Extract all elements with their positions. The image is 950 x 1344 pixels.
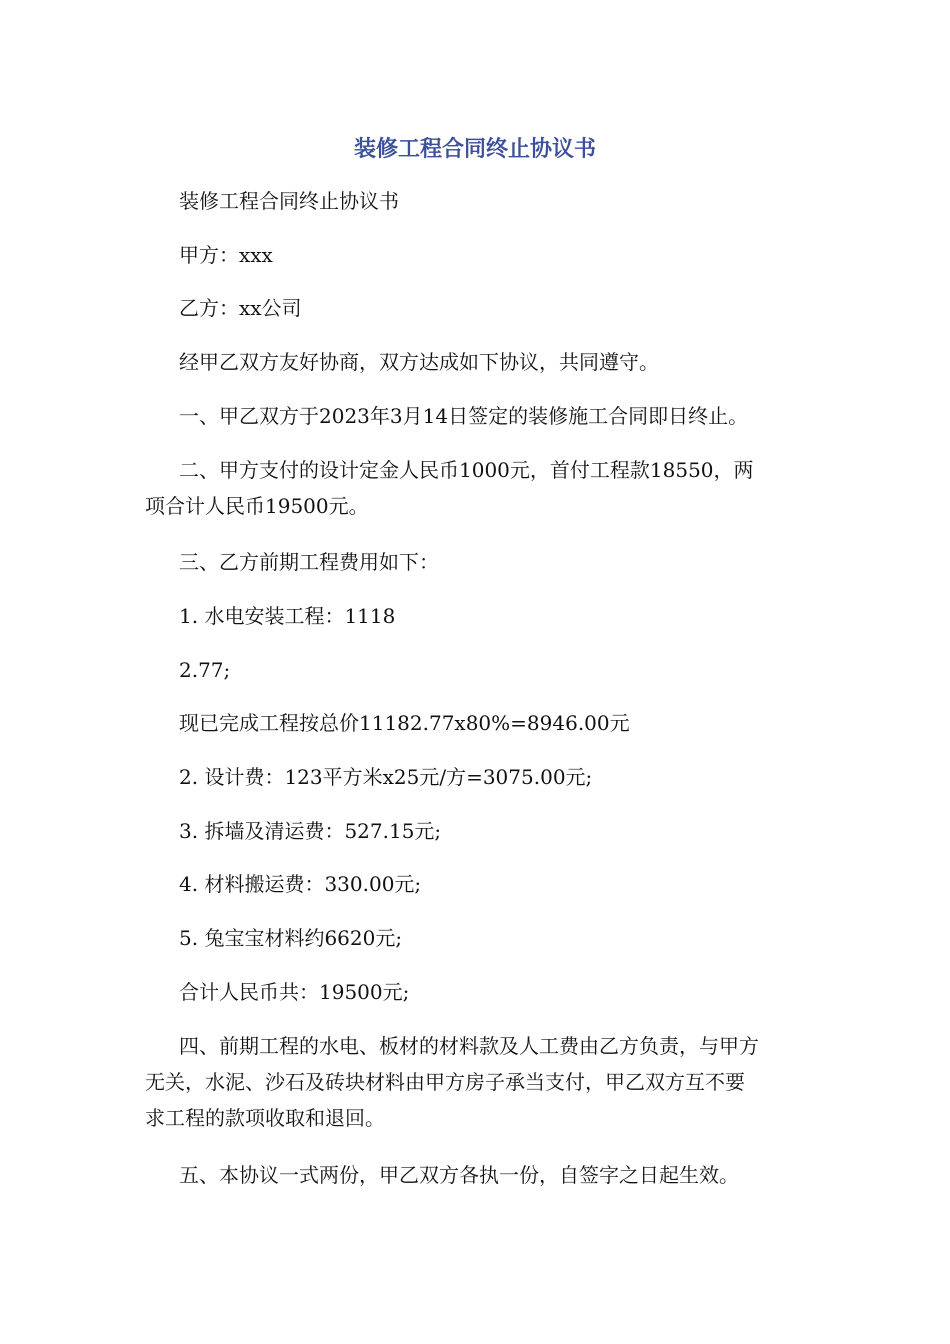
paragraph-line: 经甲乙双方友好协商，双方达成如下协议，共同遵守。: [179, 350, 659, 374]
document-title: 装修工程合同终止协议书: [353, 137, 596, 162]
paragraph: [145, 344, 815, 380]
paragraph: [145, 183, 815, 219]
paragraph: [145, 813, 815, 849]
paragraph-line: 四、前期工程的水电、板材的材料款及人工费由乙方负责，与甲方: [179, 1034, 759, 1058]
paragraph-line: 项合计人民币19500元。: [145, 494, 369, 518]
paragraph-line: 一、甲乙双方于2023年3月14日签定的装修施工合同即日终止。: [179, 404, 749, 428]
paragraph-line: 2. 设计费：123平方米x25元/方=3075.00元;: [179, 765, 593, 789]
paragraph: [145, 598, 815, 634]
paragraph-line: 2.77;: [179, 658, 231, 682]
paragraph-line: 乙方：xx公司: [179, 296, 302, 320]
paragraph-line: 现已完成工程按总价11182.77x80%=8946.00元: [179, 711, 630, 735]
paragraph: [145, 974, 815, 1010]
paragraph-line: 3. 拆墙及清运费：527.15元;: [179, 819, 442, 843]
paragraph: [145, 290, 815, 326]
paragraph: [145, 544, 815, 580]
paragraph-line: 求工程的款项收取和退回。: [145, 1106, 385, 1130]
paragraph: [145, 866, 815, 902]
paragraph-line: 5. 兔宝宝材料约6620元;: [179, 926, 403, 950]
paragraph: [145, 1028, 815, 1136]
paragraph-line: 二、甲方支付的设计定金人民币1000元，首付工程款18550，两: [179, 458, 754, 482]
paragraph: [145, 452, 815, 524]
paragraph-line: 五、本协议一式两份，甲乙双方各执一份，自签字之日起生效。: [179, 1163, 739, 1187]
paragraph-line: 合计人民币共：19500元;: [179, 980, 410, 1004]
paragraph-line: 4. 材料搬运费：330.00元;: [179, 872, 422, 896]
paragraph-line: 装修工程合同终止协议书: [179, 189, 399, 213]
paragraph-line: 三、乙方前期工程费用如下：: [179, 550, 439, 574]
paragraph: [145, 652, 815, 688]
paragraph: [145, 1157, 815, 1193]
paragraph: [145, 705, 815, 741]
paragraph: [145, 237, 815, 273]
paragraph: [145, 398, 815, 434]
paragraph-line: 甲方：xxx: [179, 243, 273, 267]
paragraph: [145, 920, 815, 956]
paragraph-line: 1. 水电安装工程：1118: [179, 604, 396, 628]
paragraph-line: 无关，水泥、沙石及砖块材料由甲方房子承当支付，甲乙双方互不要: [145, 1070, 745, 1094]
paragraph: [145, 759, 815, 795]
